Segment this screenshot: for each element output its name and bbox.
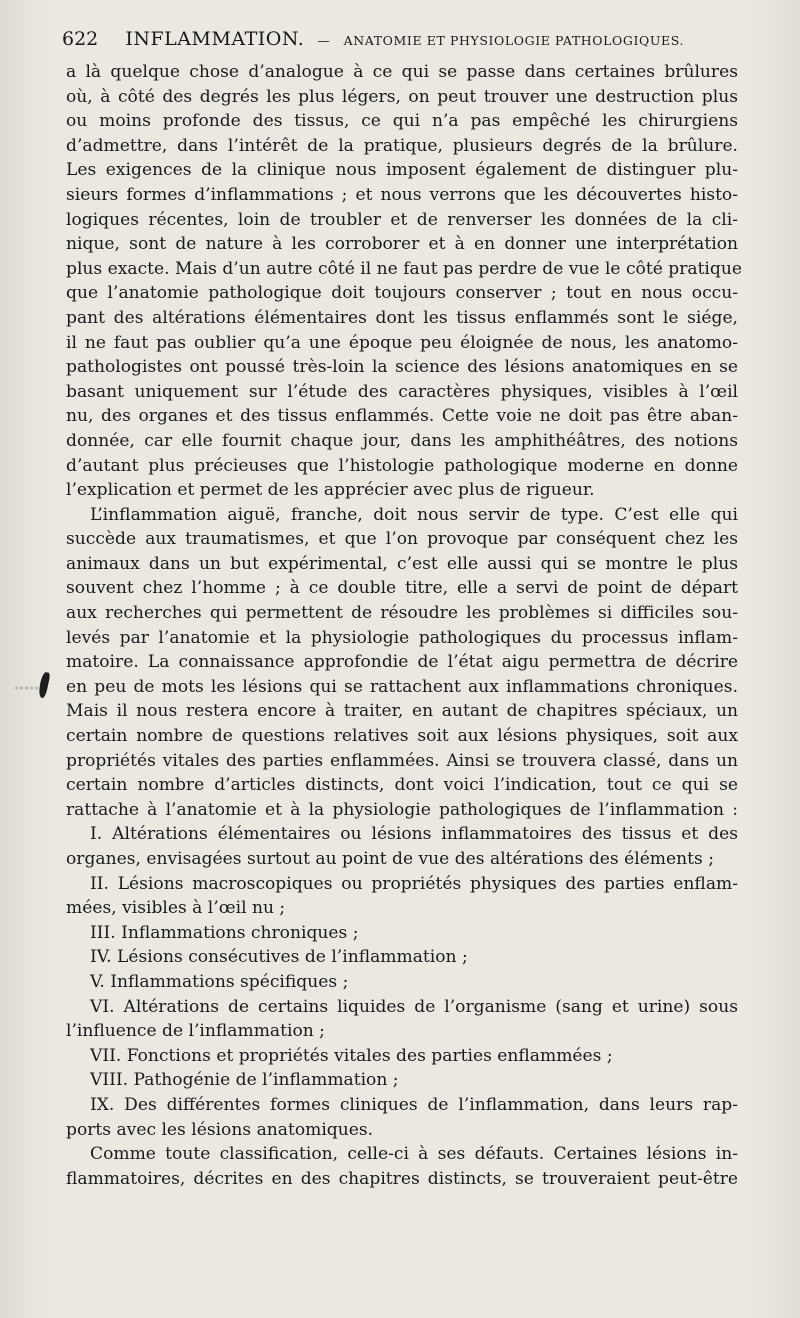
text-line: il ne faut pas oublier qu’a une époque peu éloignée de nous, les anatomo- [66, 332, 738, 353]
text-line: propriétés vitales des parties enflammées. Ainsi se trouvera classé, dans un [66, 750, 738, 771]
text-line: l’explication et permet de les apprécier avec plus de rigueur. [66, 480, 595, 501]
text-line: certain nombre d’articles distincts, dont voici l’indication, tout ce qui se [66, 775, 738, 796]
ink-blot [37, 671, 50, 698]
list-item: IV. Lésions consécutives de l’inflammation ; [90, 947, 468, 968]
text-line: où, à côté des degrés les plus légers, on peut trouver une destruction plus [66, 86, 738, 107]
text-line: donnée, car elle fournit chaque jour, dans les amphithéâtres, des notions [66, 430, 738, 451]
text-line: levés par l’anatomie et la physiologie pathologiques du processus inflam- [66, 627, 738, 648]
list-item-continuation: mées, visibles à l’œil nu ; [66, 898, 286, 919]
text-line: Comme toute classification, celle-ci à ses défauts. Certaines lésions in- [90, 1144, 738, 1165]
list-item: II. Lésions macroscopiques ou propriétés physiques des parties enflam- [90, 873, 738, 894]
text-line: pant des altérations élémentaires dont les tissus enflammés sont le siége, [66, 307, 738, 328]
text-line: nu, des organes et des tissus enflammés. Cette voie ne doit pas être aban- [66, 406, 738, 427]
running-header [62, 28, 742, 54]
text-line: logiques récentes, loin de troubler et de renverser les données de la cli- [66, 209, 738, 230]
text-line: animaux dans un but expérimental, c’est elle aussi qui se montre le plus [66, 553, 738, 574]
chapter-subtitle: ANATOMIE ET PHYSIOLOGIE PATHOLOGIQUES. [343, 33, 685, 48]
list-item: VI. Altérations de certains liquides de l’organisme (sang et urine) sous [90, 996, 738, 1017]
text-line: Mais il nous restera encore à traiter, en autant de chapitres spéciaux, un [66, 701, 738, 722]
list-item: VIII. Pathogénie de l’inflammation ; [90, 1070, 399, 1091]
text-line: a là quelque chose d’analogue à ce qui se passe dans certaines brûlures [66, 62, 738, 82]
text-line: basant uniquement sur l’étude des caractères physiques, visibles à l’œil [66, 381, 738, 402]
text-line: rattache à l’anatomie et à la physiologie pathologiques de l’inflammation : [66, 799, 738, 820]
page-number: 622 [62, 28, 99, 50]
text-line: d’autant plus précieuses que l’histologie pathologique moderne en donne [66, 455, 738, 476]
paragraph-1 [66, 60, 742, 503]
list-item: V. Inflammations spécifiques ; [90, 971, 349, 992]
text-line: Les exigences de la clinique nous imposent également de distinguer plu- [66, 160, 738, 181]
list-item-continuation: l’influence de l’inflammation ; [66, 1021, 325, 1042]
text-line: L’inflammation aiguë, franche, doit nous servir de type. C’est elle qui [90, 504, 738, 525]
text-line: en peu de mots les lésions qui se rattachent aux inflammations chroniques. [66, 676, 738, 697]
text-line: certain nombre de questions relatives soit aux lésions physiques, soit aux [66, 726, 738, 747]
text-line: succède aux traumatismes, et que l’on provoque par conséquent chez les [66, 529, 738, 550]
paragraph-2 [66, 503, 738, 823]
text-line: sieurs formes d’inflammations ; et nous verrons que les découvertes histo- [66, 184, 738, 205]
body-text [66, 60, 742, 1191]
text-line: matoire. La connaissance approfondie de l’état aigu permettra de décrire [66, 652, 738, 673]
text-line: souvent chez l’homme ; à ce double titre, elle a servi de point de départ [66, 578, 738, 599]
paragraph-3 [66, 1142, 738, 1191]
list-item: VII. Fonctions et propriétés vitales des parties enflammées ; [90, 1045, 613, 1066]
list-item: IX. Des différentes formes cliniques de l’inflammation, dans leurs rap- [90, 1094, 738, 1115]
text-line: aux recherches qui permettent de résoudre les problèmes si difficiles sou- [66, 603, 738, 624]
chapter-title: INFLAMMATION. [125, 28, 305, 50]
text-line: d’admettre, dans l’intérêt de la pratique, plusieurs degrés de la brûlure. [66, 135, 738, 156]
text-line: nique, sont de nature à les corroborer et à en donner une interprétation [66, 234, 738, 255]
list-item: III. Inflammations chroniques ; [90, 922, 359, 943]
list-item-continuation: organes, envisagées surtout au point de vue des altérations des éléments ; [66, 849, 714, 869]
text-line: que l’anatomie pathologique doit toujours conserver ; tout en nous occu- [66, 283, 738, 304]
text-line: ou moins profonde des tissus, ce qui n’a pas empêché les chirurgiens [66, 111, 738, 132]
outline-list [66, 822, 738, 1142]
text-line: plus exacte. Mais d’un autre côté il ne faut pas perdre de vue le côté pratique [66, 258, 742, 279]
text-line: pathologistes ont poussé très-loin la science des lésions anatomiques en se [66, 357, 738, 378]
header-dash: — [317, 33, 331, 48]
list-item-continuation: ports avec les lésions anatomiques. [66, 1119, 374, 1140]
text-line: flammatoires, décrites en des chapitres distincts, se trouveraient peut-être [66, 1168, 738, 1189]
list-item: I. Altérations élémentaires ou lésions inflammatoires des tissus et des [90, 824, 738, 845]
